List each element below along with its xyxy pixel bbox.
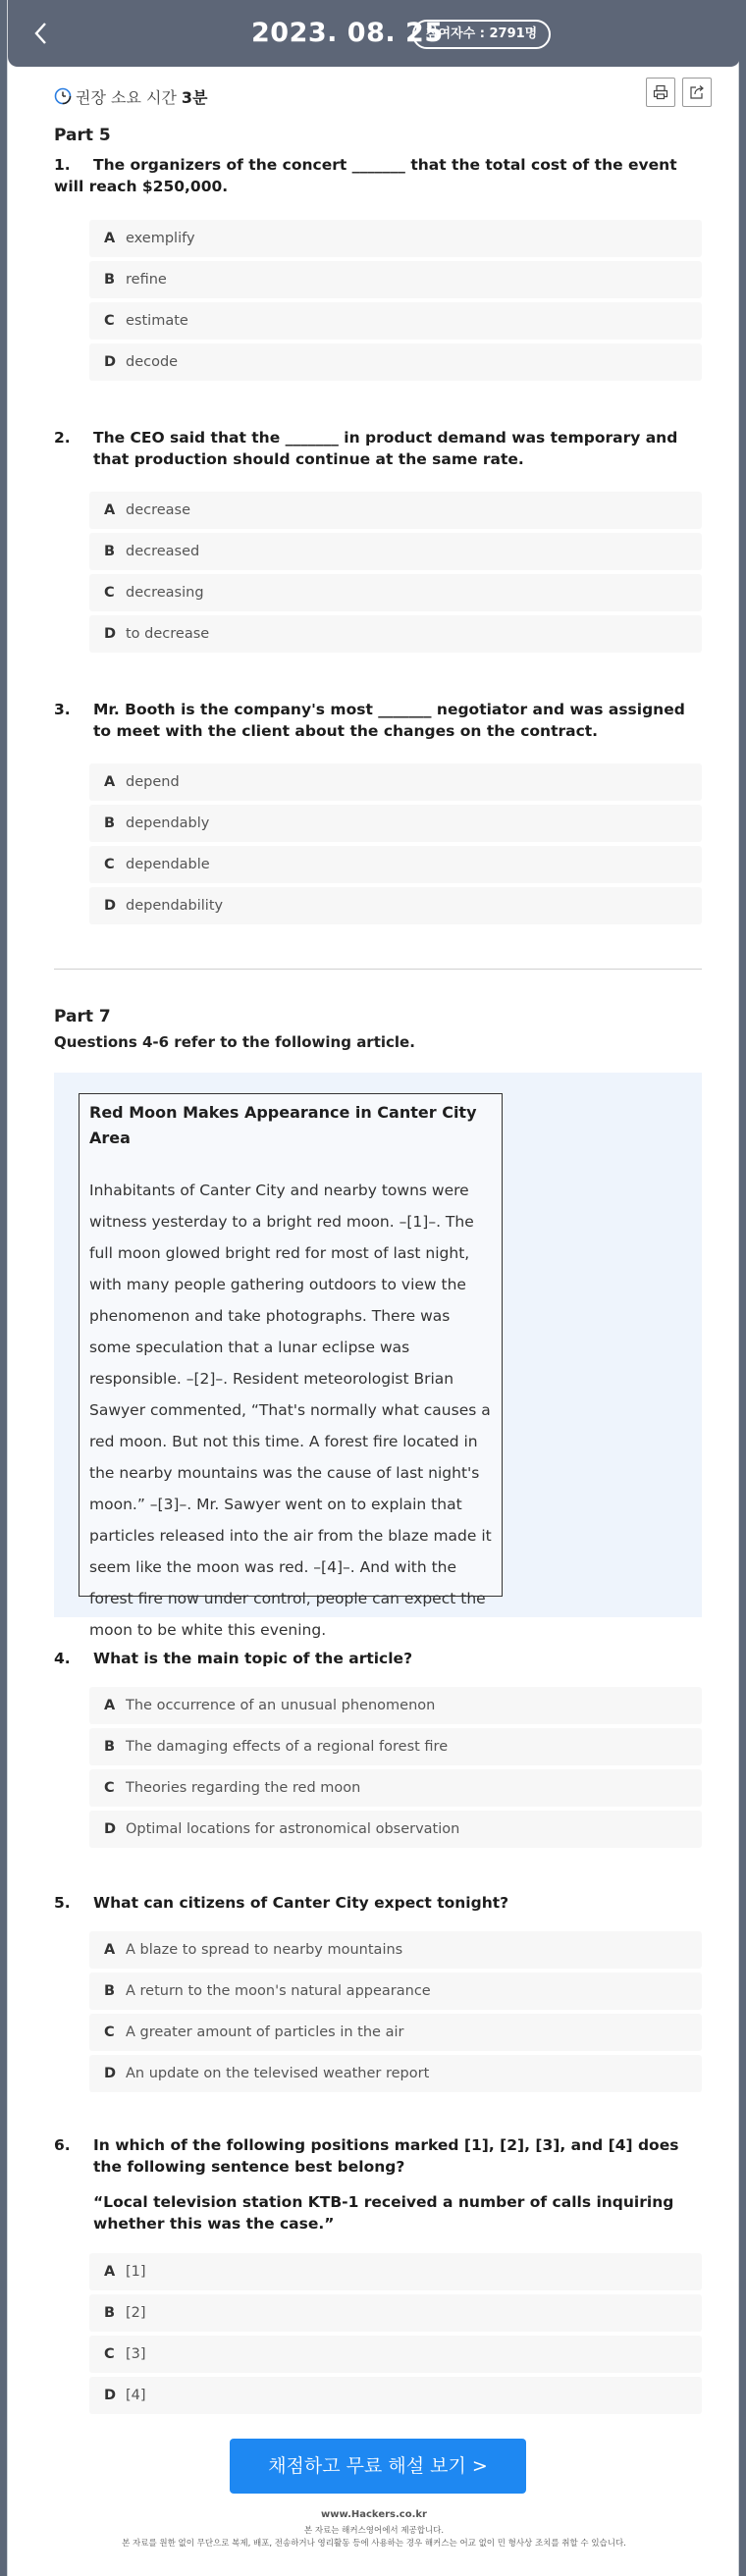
option-6d[interactable]: D [4]	[89, 2377, 702, 2414]
recommended-time	[54, 85, 208, 107]
article-title: Red Moon Makes Appearance in Canter City Area	[89, 1103, 477, 1147]
header-bar	[8, 0, 740, 67]
part7-subtitle: Questions 4-6 refer to the following article.	[54, 1033, 415, 1051]
part5-title: Part 5	[54, 126, 111, 145]
question-2: 2. The CEO said that the _______ in product demand was temporary and that production should continue at the same rate.	[54, 429, 678, 468]
question-6-quote: “Local television station KTB-1 received a number of calls inquiring whether this was the case.”	[93, 2193, 674, 2233]
option-4a[interactable]: A The occurrence of an unusual phenomenon	[89, 1687, 702, 1724]
option-3c[interactable]: C dependable	[89, 846, 702, 883]
question-1: 1. The organizers of the concert _______ that the total cost of the event will reach $250,000.	[54, 156, 677, 195]
question-5: 5. What can citizens of Canter City expect tonight?	[54, 1894, 509, 1912]
option-4b[interactable]: B The damaging effects of a regional forest fire	[89, 1728, 702, 1765]
page-frame	[7, 0, 739, 2576]
footer-site: www.Hackers.co.kr	[321, 2509, 427, 2520]
option-1a[interactable]: A exemplify	[89, 220, 702, 257]
clock-icon	[54, 87, 72, 105]
question-6: 6. In which of the following positions marked [1], [2], [3], and [4] does the following sentence best belong?	[54, 2136, 679, 2176]
option-5a[interactable]: A A blaze to spread to nearby mountains	[89, 1931, 702, 1969]
back-button[interactable]	[31, 20, 57, 47]
option-2a[interactable]: A decrease	[89, 492, 702, 529]
option-1d[interactable]: D decode	[89, 343, 702, 381]
option-1c[interactable]: C estimate	[89, 302, 702, 340]
option-3d[interactable]: D dependability	[89, 887, 702, 924]
question-1-options	[89, 220, 702, 385]
option-6b[interactable]: B [2]	[89, 2294, 702, 2332]
option-5c[interactable]: C A greater amount of particles in the air	[89, 2014, 702, 2051]
option-3a[interactable]: A depend	[89, 763, 702, 801]
time-value: 3분	[181, 87, 208, 107]
time-label: 권장 소요 시간	[76, 87, 177, 107]
question-6-options	[89, 2253, 702, 2418]
option-3b[interactable]: B dependably	[89, 805, 702, 842]
question-2-options	[89, 492, 702, 657]
question-3: 3. Mr. Booth is the company's most _______ negotiator and was assigned to meet with the client about the changes on the contract.	[54, 701, 685, 740]
option-2b[interactable]: B decreased	[89, 533, 702, 570]
part7-title: Part 7	[54, 1007, 111, 1026]
option-6c[interactable]: C [3]	[89, 2336, 702, 2373]
share-button[interactable]	[682, 78, 712, 107]
print-icon	[653, 84, 668, 100]
option-5d[interactable]: D An update on the televised weather report	[89, 2055, 702, 2092]
question-4-options	[89, 1687, 702, 1852]
chevron-left-icon	[31, 20, 51, 47]
question-3-options	[89, 763, 702, 928]
grade-and-explanation-button[interactable]: 채점하고 무료 해설 보기 >	[230, 2439, 526, 2494]
share-icon	[689, 84, 705, 100]
participants-badge: 참여자수 : 2791명	[412, 20, 551, 49]
option-2d[interactable]: D to decrease	[89, 615, 702, 653]
article-box	[79, 1093, 503, 1639]
option-4d[interactable]: D Optimal locations for astronomical observation	[89, 1811, 702, 1848]
option-1b[interactable]: B refine	[89, 261, 702, 298]
section-divider	[54, 969, 702, 970]
footer-notice: 본 자료를 원한 없이 무단으로 복제, 배포, 전송하거나 영리활동 등에 사용하는 경우 해커스는 어교 없이 민 형사상 조치를 취할 수 있습니다.	[122, 2539, 626, 2549]
option-5b[interactable]: B A return to the moon's natural appearance	[89, 1972, 702, 2010]
option-6a[interactable]: A [1]	[89, 2253, 702, 2290]
option-4c[interactable]: C Theories regarding the red moon	[89, 1769, 702, 1807]
article-body: Inhabitants of Canter City and nearby towns were witness yesterday to a bright red moon. –[1]–. The full moon glowed bright red for most of last night, with many people gathering outdoors to view the phenomenon and take photographs. There was some speculation that a lunar eclipse was responsible. –[2]–. Resident meteorologist Brian Sawyer commented, “That's normally what causes a red moon. But not this time. A forest fire located in the nearby mountains was the cause of last night's moon.” –[3]–. Mr. Sawyer went on to explain that particles released into the air from the blaze made it seem like the moon was red. –[4]–. And with the forest fire now under control, people can expect the moon to be white this evening.	[89, 1182, 492, 1639]
question-4: 4. What is the main topic of the article?	[54, 1650, 413, 1667]
footer-provided: 본 자료는 해커스영어에서 제공합니다.	[303, 2526, 445, 2536]
option-2c[interactable]: C decreasing	[89, 574, 702, 611]
print-button[interactable]	[646, 78, 675, 107]
quiz-date: 2023. 08. 25	[251, 18, 444, 48]
question-5-options	[89, 1931, 702, 2096]
